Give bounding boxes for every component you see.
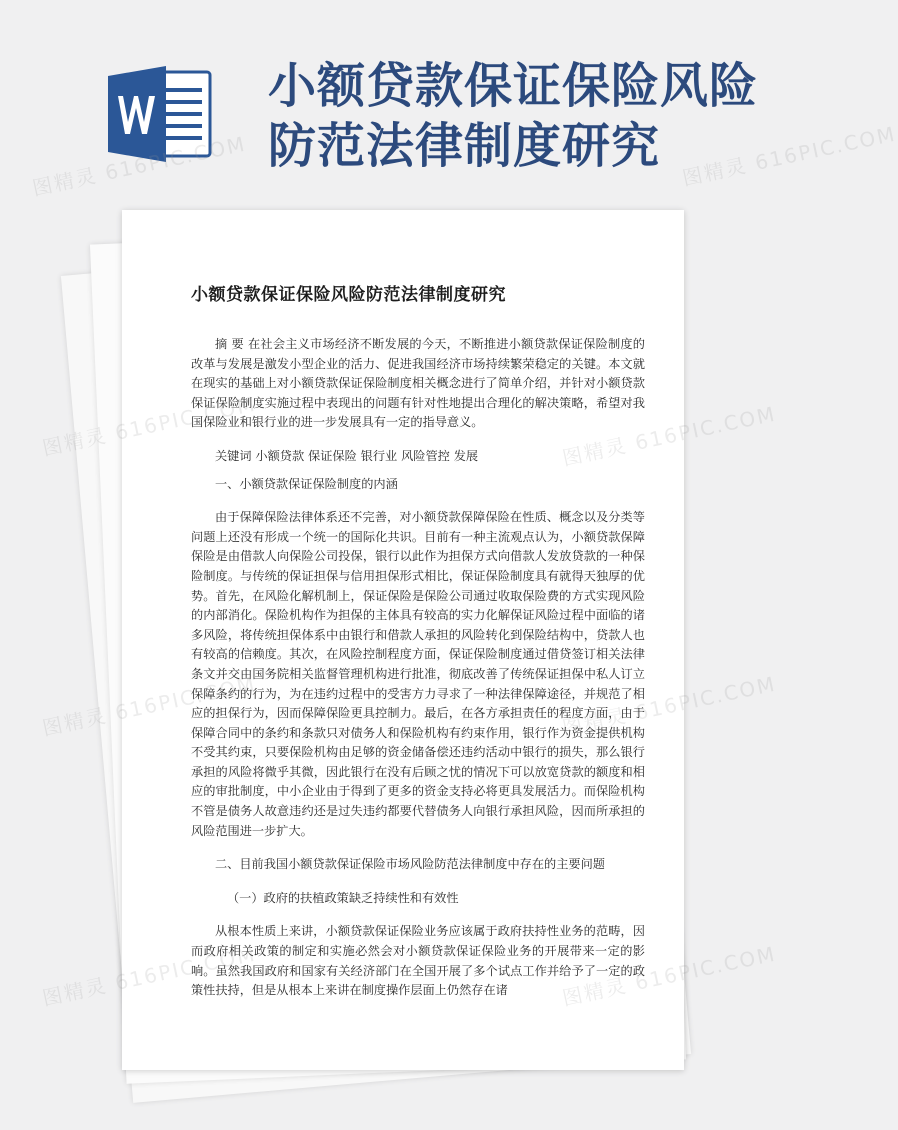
- abstract-paragraph: 摘 要 在社会主义市场经济不断发展的今天，不断推进小额贷款保证保险制度的改革与发展是激发小型企业的活力、促进我国经济市场持续繁荣稳定的关键。本文就在现实的基础上对小额贷款保证保险制度相关概念进行了简单介绍，并针对小额贷款保证保险制度实施过程中表现出的问题有针对性地提出合理化的解决策略，希望对我国保险业和银行业的进一步发展具有一定的指导意义。: [191, 337, 645, 430]
- subsection1-heading: （一）政府的扶植政策缺乏持续性和有效性: [227, 890, 459, 905]
- watermark: 616PIC.COM: [632, 941, 779, 995]
- watermark: 图精灵: [40, 973, 110, 1011]
- section1-heading: 一、小额贷款保证保险制度的内涵: [215, 476, 398, 491]
- subsection1-body: 从根本性质上来讲，小额贷款保证保险业务应该属于政府扶持性业务的范畴，因而政府相关政策的制定和实施必然会对小额贷款保证保险业务的开展带来一定的影响。虽然我国政府和国家有关经济部门在全国开展了多个试点工作并给予了一定的政策性扶持，但是从根本上来讲在制度操作层面上仍然存在诸: [191, 924, 645, 998]
- keywords-line: 关键词 小额贷款 保证保险 银行业 风险管控 发展: [215, 448, 479, 463]
- section1-body: 由于保障保险法律体系还不完善，对小额贷款保障保险在性质、概念以及分类等问题上还没有形成一个统一的国际化共识。目前有一种主流观点认为，小额贷款保障保险是由借款人向保险公司投保，银行以此作为担保方式向借款人发放贷款的一种保险制度。与传统的保证担保与信用担保形式相比，保证保险制度具有就得天独厚的优势。首先，在风险化解机制上，保证保险是保险公司通过收取保险费的方式实现风险的内部消化。保险机构作为担保的主体具有较高的实力化解保证风险过程中面临的诸多风险，将传统担保体系中由银行和借款人承担的风险转化到保险结构中，贷款人也有较高的信赖度。其次，在风险控制程度方面，保证保险制度通过借贷签订相关法律条文并交由国务院相关监督管理机构进行批准，彻底改善了传统保证担保中私人订立保障条约的行为，为在违约过程中的受害方力寻求了一种法律保障途径，并规范了相应的担保行为，因而保障保险更具控制力。最后，在各方承担责任的程度方面，由于保障合同中的条约和条款只对债务人和保险机构有约束作用，银行作为资金提供机构不受其约束，只要保险机构由足够的资金储备偿还违约活动中银行的损失，那么银行承担的风险将微乎其微，因此银行在没有后顾之忧的情况下可以放宽贷款的额度和相应的审批制度，中小企业由于得到了更多的资金支持必将更具发展活力。而保险机构不管是债务人故意违约还是过失违约都要代替债务人向银行承担风险，因而所承担的风险范围进一步扩大。: [191, 510, 645, 838]
- document-title: 小额贷款保证保险风险防范法律制度研究: [191, 285, 506, 305]
- watermark: 616PIC.COM: [632, 401, 779, 455]
- watermark: 图精灵 616PIC.COM: [680, 121, 898, 191]
- watermark: 图精灵 616PIC.COM: [30, 131, 249, 201]
- banner-title-line1: 小额贷款保证保险风险: [268, 58, 759, 114]
- document-page: [122, 210, 684, 1070]
- watermark: 616PIC.COM: [632, 671, 779, 725]
- page-content: [191, 280, 645, 1001]
- watermark: 图精灵: [40, 703, 110, 741]
- banner-title-line2: 防范法律制度研究: [268, 118, 661, 174]
- section2-heading: 二、目前我国小额贷款保证保险市场风险防范法律制度中存在的主要问题: [215, 857, 605, 872]
